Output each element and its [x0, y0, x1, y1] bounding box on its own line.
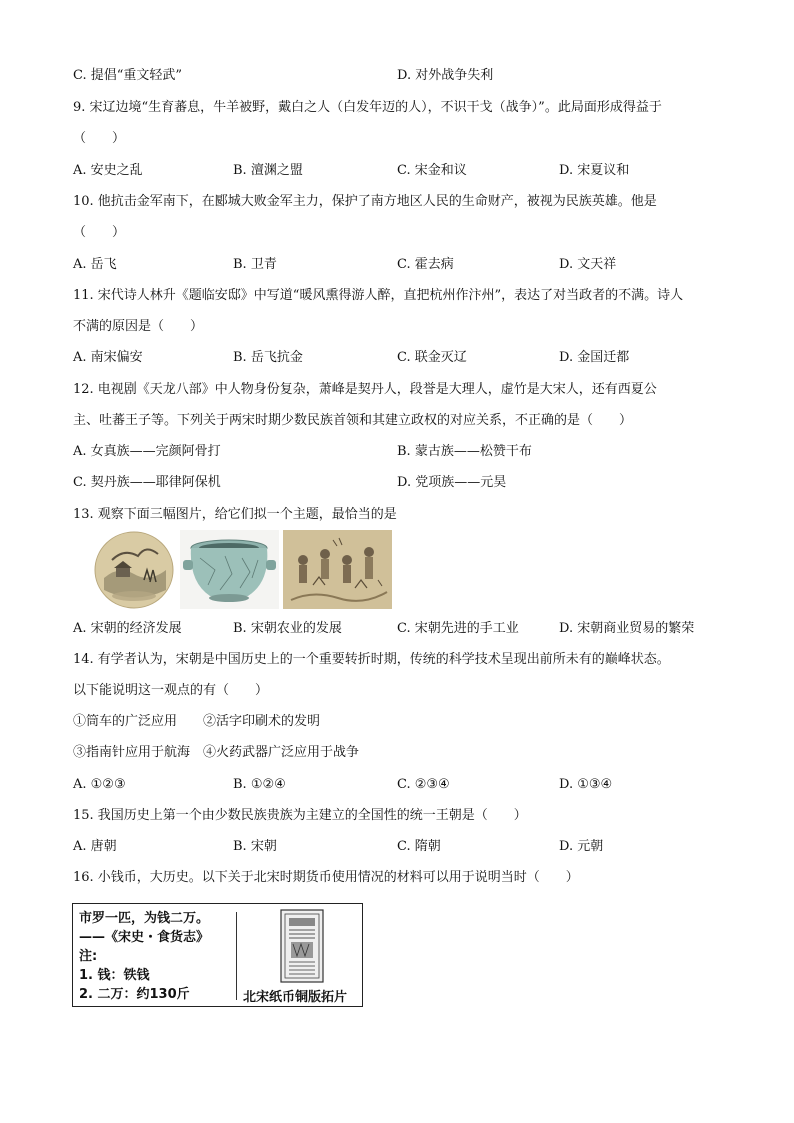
- q12-option-c: C. 契丹族——耶律阿保机: [73, 475, 221, 490]
- q14-items-1: ①筒车的广泛应用 ②活字印刷术的发明: [73, 714, 321, 729]
- q10-option-d: D. 文天祥: [559, 257, 617, 272]
- material-note-label: 注:: [79, 949, 98, 964]
- q13-option-a: A. 宋朝的经济发展: [73, 621, 182, 636]
- q8-option-c: C. 提倡“重文轻武”: [73, 68, 183, 83]
- q15-option-c: C. 隋朝: [397, 839, 441, 854]
- q11-stem-2: 不满的原因是（ ）: [73, 319, 204, 334]
- q9-option-b: B. 澶渊之盟: [233, 163, 303, 178]
- q11-stem: 11. 宋代诗人林升《题临安邸》中写道“暖风熏得游人醉，直把杭州作汴州”，表达了对当政者的不满。诗人: [73, 288, 684, 303]
- painting-image: [94, 530, 174, 609]
- q10-option-c: C. 霍去病: [397, 257, 454, 272]
- q11-option-d: D. 金国迁都: [559, 350, 630, 365]
- banknote-plate-image: [243, 908, 361, 988]
- q11-option-c: C. 联金灭辽: [397, 350, 467, 365]
- q9-option-d: D. 宋夏议和: [559, 163, 630, 178]
- q14-option-d: D. ①③④: [559, 777, 613, 792]
- celadon-vessel-image: [180, 530, 279, 609]
- material-text: [79, 909, 209, 1004]
- q14-option-c: C. ②③④: [397, 777, 450, 792]
- q14-stem-2: 以下能说明这一观点的有（ ）: [73, 683, 269, 698]
- q9-blank: （ ）: [73, 131, 126, 146]
- q16-stem: 16. 小钱币，大历史。以下关于北宋时期货币使用情况的材料可以用于说明当时（ ）: [73, 870, 579, 885]
- q15-option-b: B. 宋朝: [233, 839, 277, 854]
- q14-items-2: ③指南针应用于航海 ④火药武器广泛应用于战争: [73, 745, 360, 760]
- q10-stem: 10. 他抗击金军南下，在郾城大败金军主力，保护了南方地区人民的生命财产，被视为民族英雄。他是: [73, 194, 657, 209]
- q9-stem: 9. 宋辽边境“生育蕃息，牛羊被野，戴白之人（白发年迈的人），不识干戈（战争）”。此局面形成得益于: [73, 100, 662, 115]
- q9-option-a: A. 安史之乱: [73, 163, 143, 178]
- q15-stem: 15. 我国历史上第一个由少数民族贵族为主建立的全国性的统一王朝是（ ）: [73, 808, 527, 823]
- material-divider: [236, 912, 237, 1000]
- q8-option-d: D. 对外战争失利: [397, 68, 494, 83]
- banknote-caption: 北宋纸币铜版拓片: [243, 990, 348, 1005]
- q12-stem: 12. 电视剧《天龙八部》中人物身份复杂，萧峰是契丹人，段誉是大理人，虚竹是大宋人，还有西夏公: [73, 382, 657, 397]
- material-note-2: 2. 二万：约130斤: [79, 987, 190, 1002]
- q13-stem: 13. 观察下面三幅图片，给它们拟一个主题，最恰当的是: [73, 507, 397, 522]
- q11-option-b: B. 岳飞抗金: [233, 350, 303, 365]
- material-quote: 市罗一匹，为钱二万。: [79, 911, 210, 926]
- q9-option-c: C. 宋金和议: [397, 163, 467, 178]
- q10-blank: （ ）: [73, 225, 126, 240]
- q15-option-d: D. 元朝: [559, 839, 604, 854]
- q12-stem-2: 主、吐蕃王子等。下列关于两宋时期少数民族首领和其建立政权的对应关系，不正确的是（ ）: [73, 413, 633, 428]
- q13-option-b: B. 宋朝农业的发展: [233, 621, 342, 636]
- scroll-painting-image: [283, 530, 392, 609]
- q10-option-b: B. 卫青: [233, 257, 277, 272]
- material-source: ——《宋史・食货志》: [79, 930, 210, 945]
- material-note-1: 1. 钱：铁钱: [79, 968, 150, 983]
- q10-option-a: A. 岳飞: [73, 257, 117, 272]
- q16-material-box: [72, 903, 363, 1007]
- q14-option-a: A. ①②③: [73, 777, 126, 792]
- q14-stem: 14. 有学者认为，宋朝是中国历史上的一个重要转折时期，传统的科学技术呈现出前所未有的巅峰状态。: [73, 652, 670, 667]
- q14-option-b: B. ①②④: [233, 777, 286, 792]
- q13-option-d: D. 宋朝商业贸易的繁荣: [559, 621, 695, 636]
- q15-option-a: A. 唐朝: [73, 839, 117, 854]
- q12-option-b: B. 蒙古族——松赞干布: [397, 444, 532, 459]
- q12-option-a: A. 女真族——完颜阿骨打: [73, 444, 221, 459]
- q13-option-c: C. 宋朝先进的手工业: [397, 621, 519, 636]
- q11-option-a: A. 南宋偏安: [73, 350, 143, 365]
- q12-option-d: D. 党项族——元昊: [397, 475, 507, 490]
